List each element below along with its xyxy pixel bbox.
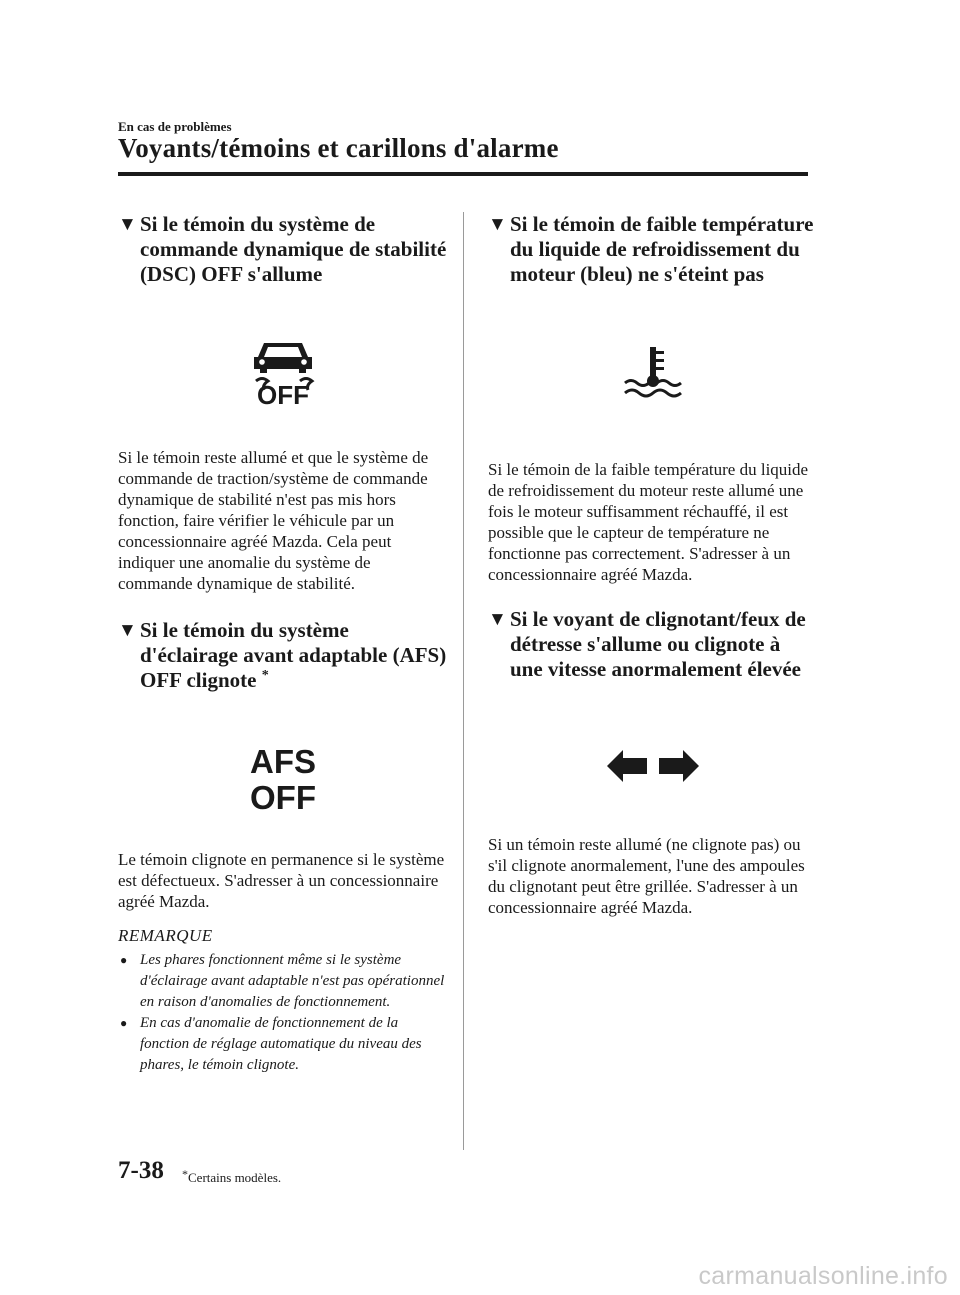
left-column — [118, 212, 448, 1076]
turn-signal-heading-text: Si le voyant de clignotant/feux de détresse s'allume ou clignote à une vitesse anormalement élevée — [510, 607, 806, 681]
note-title: REMARQUE — [118, 926, 213, 945]
turn-signal-icon — [488, 746, 818, 786]
afs-icon-line2: OFF — [250, 779, 316, 813]
turn-signal-body: Si un témoin reste allumé (ne clignote pas) ou s'il clignote anormalement, l'une des ampoules du clignotant peut être grillée. S'adresser à un concessionnaire agréé Mazda. — [488, 835, 805, 917]
note-item — [118, 1013, 448, 1076]
triangle-marker-icon: ▼ — [118, 214, 137, 235]
afs-heading — [118, 618, 448, 693]
note-item — [118, 950, 448, 1013]
page-number: 7-38 — [118, 1157, 164, 1184]
afs-body: Le témoin clignote en permanence si le système est défectueux. S'adresser à un concessionnaire agréé Mazda. — [118, 850, 445, 911]
coolant-heading — [488, 212, 818, 287]
dsc-heading — [118, 212, 448, 287]
note-item-text: En cas d'anomalie de fonctionnement de la fonction de réglage automatique du niveau des phares, le témoin clignote. — [140, 1015, 422, 1073]
section-label: En cas de problèmes — [118, 119, 232, 134]
afs-icon-line1: AFS — [250, 743, 316, 780]
footer-note — [182, 1167, 281, 1186]
watermark: carmanualsonline.info — [698, 1262, 948, 1290]
header-rule — [118, 172, 808, 176]
dsc-body: Si le témoin reste allumé et que le système de commande de traction/système de commande dynamique de stabilité n'est pas mis hors fonction, faire vérifier le véhicule par un concessionnaire agréé Mazda. Cela peut indiquer une anomalie du système de commande dynamique de stabilité. — [118, 448, 429, 593]
footer-asterisk: * — [182, 1167, 188, 1181]
afs-heading-text: Si le témoin du système d'éclairage avant adaptable (AFS) OFF clignote — [140, 618, 447, 692]
coolant-body: Si le témoin de la faible température du liquide de refroidissement du moteur reste allumé une fois le moteur suffisamment réchauffé, il est possible que le capteur de température ne fonctionne pas correctement. S'adresser à un concessionnaire agréé Mazda. — [488, 460, 809, 584]
right-arrow-icon — [659, 750, 699, 782]
bullet-icon: ● — [120, 953, 128, 967]
asterisk-mark: * — [261, 668, 269, 683]
triangle-marker-icon: ▼ — [488, 609, 507, 630]
afs-off-icon — [118, 741, 448, 813]
coolant-heading-text: Si le témoin de faible température du liquide de refroidissement du moteur (bleu) ne s'éteint pas — [510, 212, 814, 286]
footer-note-text: Certains modèles. — [188, 1170, 282, 1185]
right-column — [488, 212, 818, 918]
bullet-icon: ● — [120, 1016, 128, 1030]
dsc-heading-text: Si le témoin du système de commande dynamique de stabilité (DSC) OFF s'allume — [140, 212, 447, 286]
column-divider — [463, 212, 464, 1150]
page-title: Voyants/témoins et carillons d'alarme — [118, 133, 559, 163]
triangle-marker-icon: ▼ — [488, 214, 507, 235]
coolant-temperature-icon — [488, 345, 818, 403]
dsc-off-icon — [118, 335, 448, 405]
left-arrow-icon — [607, 750, 647, 782]
note-item-text: Les phares fonctionnent même si le système d'éclairage avant adaptable n'est pas opérationnel en raison d'anomalies de fonctionnement. — [140, 952, 445, 1010]
dsc-icon-label: OFF — [257, 380, 309, 405]
note-list — [118, 950, 448, 1076]
triangle-marker-icon: ▼ — [118, 620, 137, 641]
turn-signal-heading — [488, 607, 818, 682]
